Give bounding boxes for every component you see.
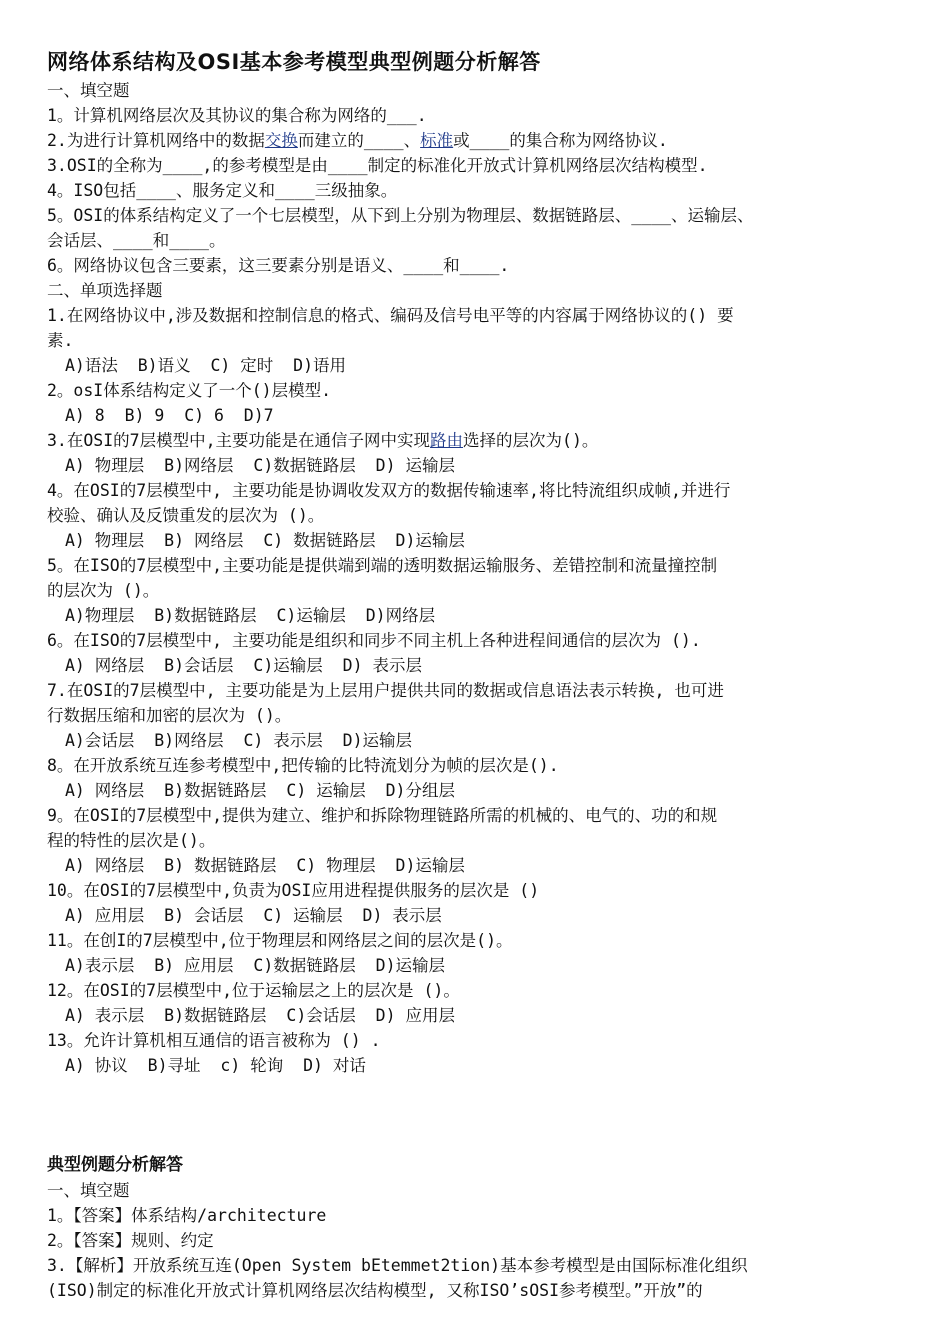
question-choice-3-text: 3.在OSI的7层模型中,主要功能是在通信子网中实现 — [47, 431, 431, 450]
question-fill-5-line1: 5。OSI的体系结构定义了一个七层模型，从下到上分别为物理层、数据链路层、____、运输层、 — [47, 206, 754, 225]
question-choice-8: 8。在开放系统互连参考模型中,把传输的比特流划分为帧的层次是(). — [47, 756, 559, 775]
question-choice-1-line1: 1.在网络协议中,涉及数据和控制信息的格式、编码及信号电平等的内容属于网络协议的() 要 — [47, 306, 734, 325]
question-choice-5-line1: 5。在ISO的7层模型中,主要功能是提供端到端的透明数据运输服务、差错控制和流量撞控制 — [47, 556, 718, 575]
document-title: 网络体系结构及OSI基本参考模型典型例题分析解答 — [47, 50, 541, 74]
question-choice-4-line1: 4。在OSI的7层模型中, 主要功能是协调收发双方的数据传输速率,将比特流组织成帧,并进行 — [47, 481, 731, 500]
question-choice-7-options: A)会话层 B)网络层 C) 表示层 D)运输层 — [65, 731, 413, 750]
answer-3-line2: (ISO)制定的标准化开放式计算机网络层次结构模型, 又称ISO’sOSI参考模型。”开放”的 — [47, 1281, 703, 1300]
question-fill-2-text-end: 或____的集合称为网络协议. — [453, 131, 668, 150]
question-fill-5-line2: 会话层、____和____。 — [47, 231, 226, 250]
question-choice-13: 13。允许计算机相互通信的语言被称为 () . — [47, 1031, 381, 1050]
question-fill-2-text-mid: 而建立的____、 — [297, 131, 421, 150]
question-fill-2-text: 2.为进行计算机网络中的数据 — [47, 131, 265, 150]
document-page — [47, 46, 927, 1303]
link-routing[interactable]: 路由 — [430, 431, 464, 450]
question-choice-10: 10。在OSI的7层模型中,负责为OSI应用进程提供服务的层次是 () — [47, 881, 540, 900]
question-fill-6: 6。网络协议包含三要素，这三要素分别是语义、____和____. — [47, 256, 510, 275]
question-fill-2 — [47, 128, 927, 153]
question-choice-10-options: A) 应用层 B) 会话层 C) 运输层 D) 表示层 — [65, 906, 442, 925]
question-choice-4-line2: 校验、确认及反馈重发的层次为 ()。 — [47, 506, 325, 525]
question-choice-1-line2: 素. — [47, 331, 74, 350]
question-choice-5-line2: 的层次为 ()。 — [47, 581, 160, 600]
question-choice-6: 6。在ISO的7层模型中, 主要功能是组织和同步不同主机上各种进程间通信的层次为 (). — [47, 631, 701, 650]
question-choice-7-line1: 7.在OSI的7层模型中, 主要功能是为上层用户提供共同的数据或信息语法表示转换, 也可进 — [47, 681, 724, 700]
question-choice-4-options: A) 物理层 B) 网络层 C) 数据链路层 D)运输层 — [65, 531, 465, 550]
question-choice-13-options: A) 协议 B)寻址 c) 轮询 D) 对话 — [65, 1056, 366, 1075]
section-heading-fill-blank: 一、填空题 — [47, 81, 130, 100]
answer-3-line1: 3.【解析】开放系统互连(Open System bEtemmet2tion)基本参考模型是由国际标准化组织 — [47, 1256, 748, 1275]
answers-title: 典型例题分析解答 — [47, 1155, 183, 1175]
question-choice-9-options: A) 网络层 B) 数据链路层 C) 物理层 D)运输层 — [65, 856, 465, 875]
question-choice-9-line2: 程的特性的层次是()。 — [47, 831, 216, 850]
question-choice-3 — [47, 428, 927, 453]
question-choice-11: 11。在创I的7层模型中,位于物理层和网络层之间的层次是()。 — [47, 931, 513, 950]
question-choice-7-line2: 行数据压缩和加密的层次为 ()。 — [47, 706, 292, 725]
question-fill-4: 4。ISO包括____、服务定义和____三级抽象。 — [47, 181, 398, 200]
link-exchange[interactable]: 交换 — [264, 131, 298, 150]
answer-1: 1。【答案】体系结构/architecture — [47, 1206, 327, 1225]
question-choice-3-options: A) 物理层 B)网络层 C)数据链路层 D) 运输层 — [65, 456, 455, 475]
question-choice-3-text-end: 选择的层次为()。 — [463, 431, 599, 450]
question-fill-1: 1。计算机网络层次及其协议的集合称为网络的___. — [47, 106, 427, 125]
question-choice-11-options: A)表示层 B) 应用层 C)数据链路层 D)运输层 — [65, 956, 446, 975]
question-choice-2: 2。osI体系结构定义了一个()层模型. — [47, 381, 332, 400]
question-choice-2-options: A) 8 B) 9 C) 6 D)7 — [65, 406, 274, 425]
question-choice-12: 12。在OSI的7层模型中,位于运输层之上的层次是 ()。 — [47, 981, 460, 1000]
link-standard[interactable]: 标准 — [420, 131, 454, 150]
question-choice-9-line1: 9。在OSI的7层模型中,提供为建立、维护和拆除物理链路所需的机械的、电气的、功的和规 — [47, 806, 718, 825]
question-fill-3: 3.OSI的全称为____,的参考模型是由____制定的标准化开放式计算机网络层次结构模型. — [47, 156, 708, 175]
question-choice-1-options: A)语法 B)语义 C) 定时 D)语用 — [65, 356, 347, 375]
answer-2: 2。【答案】规则、约定 — [47, 1231, 214, 1250]
answers-heading-fill-blank: 一、填空题 — [47, 1181, 130, 1200]
question-choice-12-options: A) 表示层 B)数据链路层 C)会话层 D) 应用层 — [65, 1006, 455, 1025]
question-choice-6-options: A) 网络层 B)会话层 C)运输层 D) 表示层 — [65, 656, 422, 675]
question-choice-5-options: A)物理层 B)数据链路层 C)运输层 D)网络层 — [65, 606, 436, 625]
question-choice-8-options: A) 网络层 B)数据链路层 C) 运输层 D)分组层 — [65, 781, 455, 800]
blank-gap — [47, 1078, 927, 1153]
section-heading-single-choice: 二、单项选择题 — [47, 281, 163, 300]
